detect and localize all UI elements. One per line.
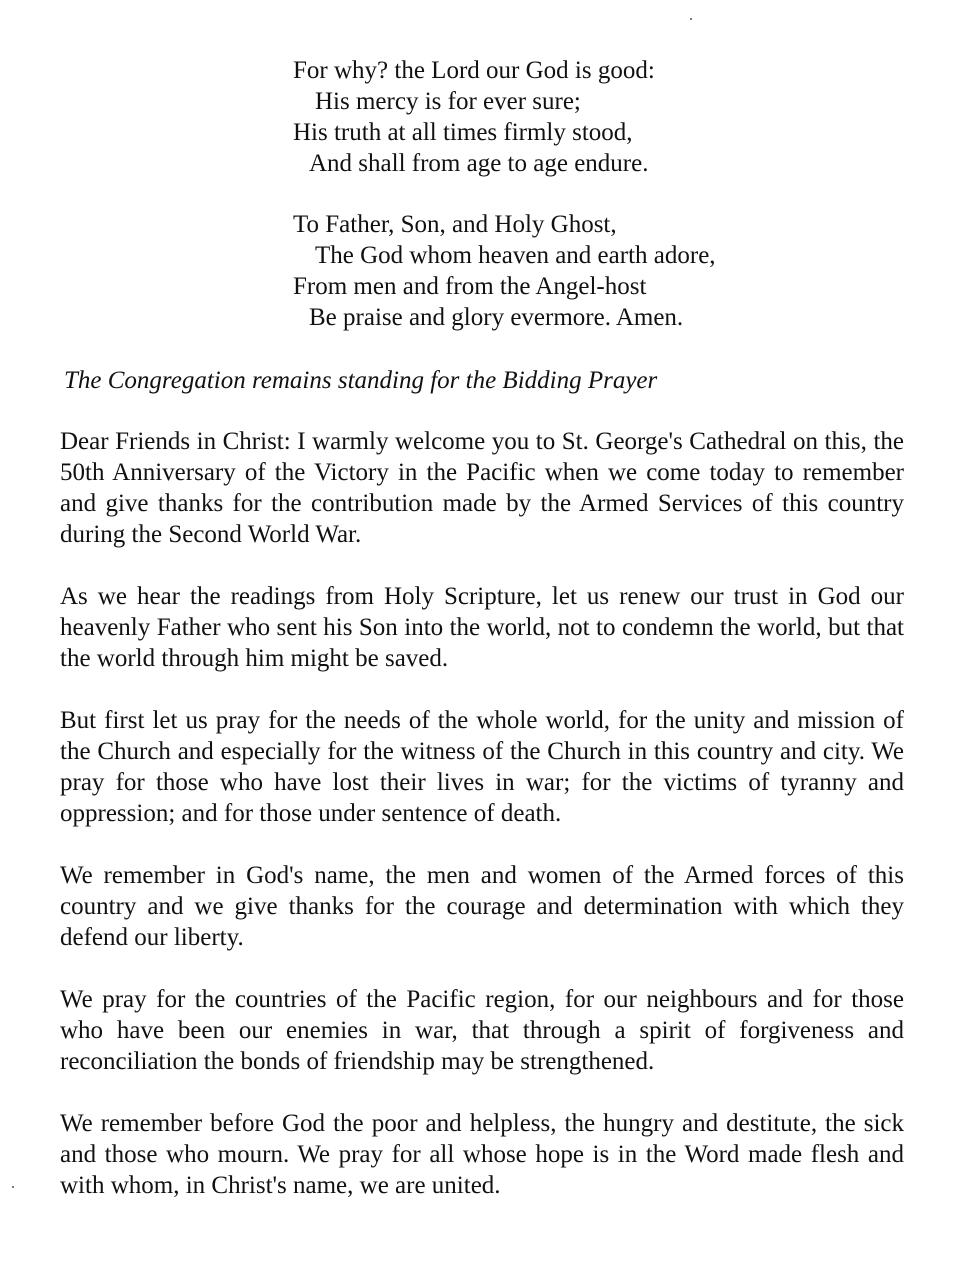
hymn-line: His truth at all times firmly stood, (293, 119, 633, 146)
prayer-paragraph: Dear Friends in Christ: I warmly welcome you to St. George's Cathedral on this, the 50th Anniversary of the Victory in the Pacific when we come today to remember and give thanks for the contribution made by the Armed Services of this country during the Second World War. (60, 428, 904, 548)
prayer-paragraph: We remember in God's name, the men and women of the Armed forces of this country and we give thanks for the courage and determination with which they defend our liberty. (60, 862, 904, 951)
hymn-line: To Father, Son, and Holy Ghost, (293, 211, 617, 238)
hymn-line: Be praise and glory evermore. Amen. (309, 304, 684, 331)
hymn-line: His mercy is for ever sure; (315, 88, 581, 115)
hymn-line: And shall from age to age endure. (309, 150, 649, 177)
rubric-instruction: The Congregation remains standing for the Bidding Prayer (64, 367, 658, 394)
prayer-paragraph: But first let us pray for the needs of the whole world, for the unity and mission of the Church and especially for the witness of the Church in this country and city. We pray for those who have lost their lives in war; for the victims of tyranny and oppression; and for those under sentence of death. (60, 707, 904, 827)
hymn-line: For why? the Lord our God is good: (293, 57, 655, 84)
scan-speck (690, 18, 692, 20)
prayer-paragraph: We remember before God the poor and helpless, the hungry and destitute, the sick and those who mourn. We pray for all whose hope is in the Word made flesh and with whom, in Christ's name, we are united. (60, 1110, 904, 1199)
hymn-stanza-1 (293, 55, 716, 179)
prayer-paragraph: As we hear the readings from Holy Scripture, let us renew our trust in God our heavenly Father who sent his Son into the world, not to condemn the world, but that the world through him might be saved. (60, 583, 904, 672)
hymn-verses (293, 55, 716, 333)
hymn-line: From men and from the Angel-host (293, 273, 647, 300)
scan-speck (12, 1186, 14, 1188)
hymn-stanza-2 (293, 209, 716, 333)
hymn-line: The God whom heaven and earth adore, (315, 242, 716, 269)
bidding-prayer (60, 426, 904, 1232)
prayer-paragraph: We pray for the countries of the Pacific region, for our neighbours and for those who have been our enemies in war, that through a spirit of forgiveness and reconciliation the bonds of friendship may be strengthened. (60, 986, 904, 1075)
